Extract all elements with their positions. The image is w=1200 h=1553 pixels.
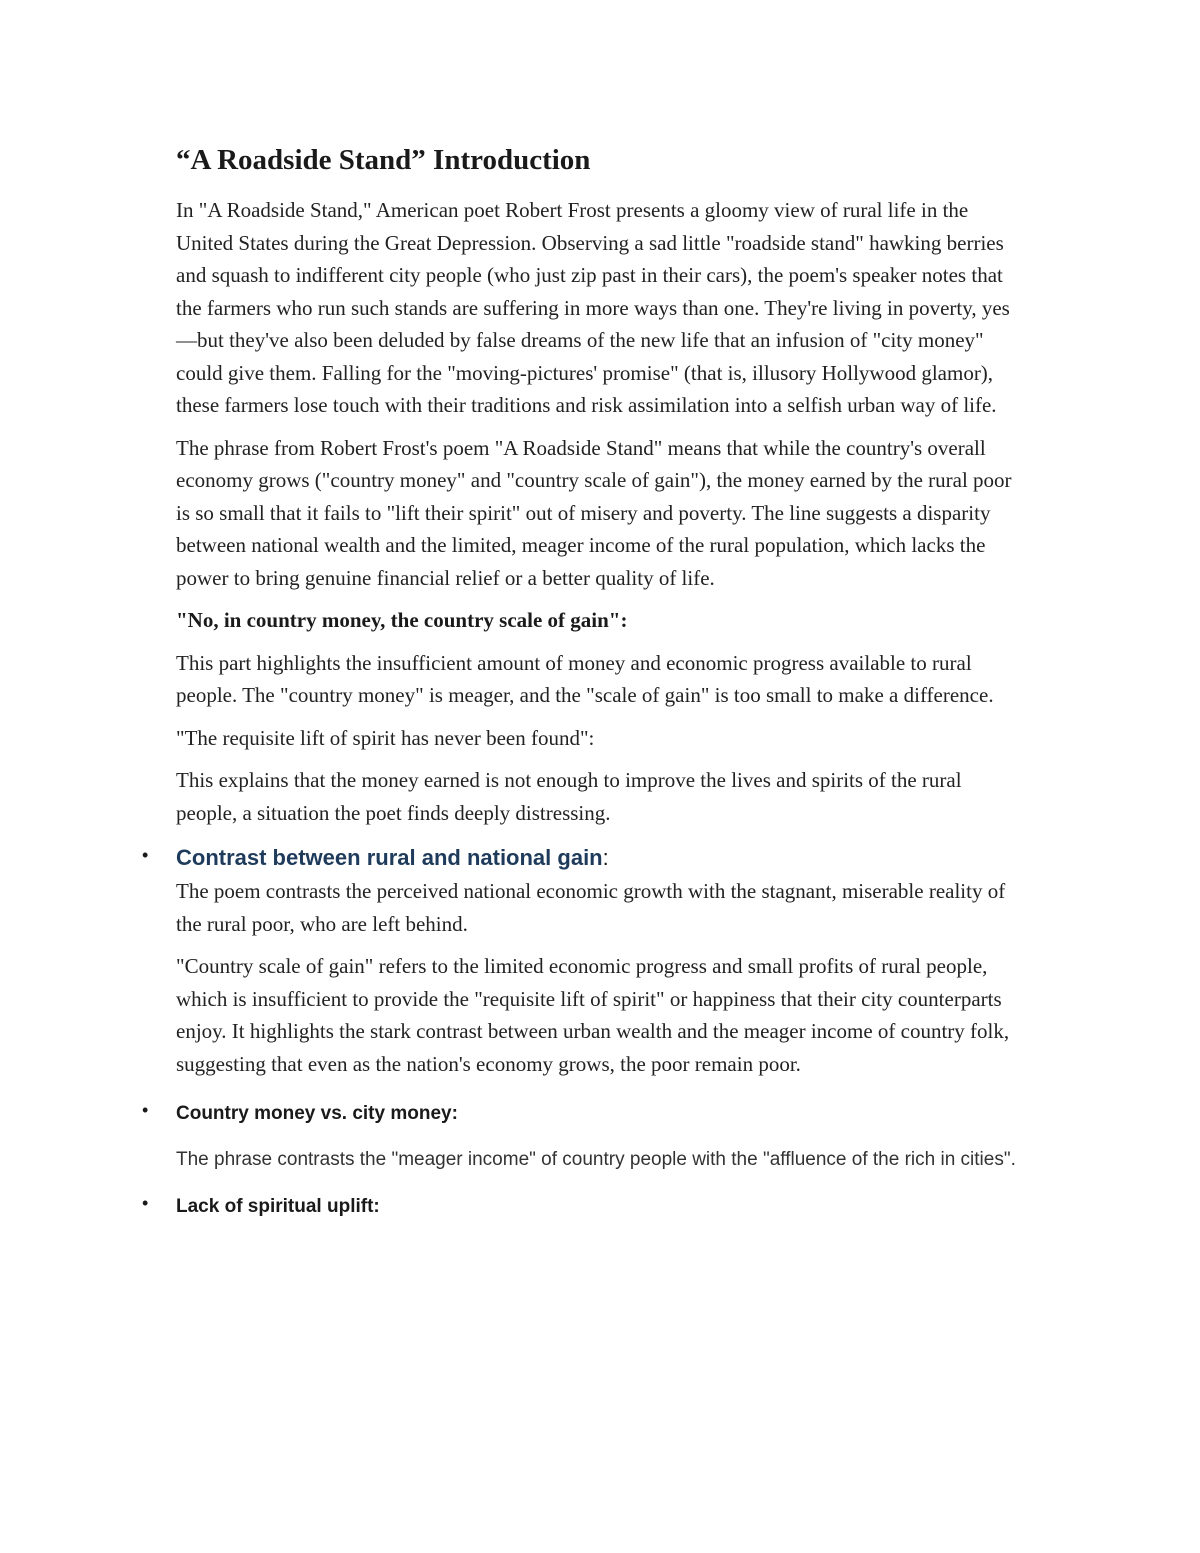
- bullet-heading-country-vs-city: Country money vs. city money:: [176, 1103, 458, 1124]
- phrase-meaning-paragraph: The phrase from Robert Frost's poem "A Roadside Stand" means that while the country's overall economy grows ("country money" and "country scale of gain"), the money earned by the rural poor is so small that it fails to "lift their spirit" out of misery and poverty. The line suggests a disparity between national wealth and the limited, meager income of the rural population, which lacks the power to bring genuine financial relief or a better quality of life.: [176, 435, 1012, 590]
- quote-explanation-country-money: This part highlights the insufficient amount of money and economic progress available to rural people. The "country money" is meager, and the "scale of gain" is too small to make a difference.: [176, 650, 994, 707]
- bullet-heading-contrast-colon: :: [602, 845, 609, 870]
- bullet-contrast-text-2: "Country scale of gain" refers to the limited economic progress and small profits of rural people, which is insufficient to provide the "requisite lift of spirit" or happiness that their city counterparts enjoy. It highlights the stark contrast between urban wealth and the meager income of country folk, suggesting that even as the nation's economy grows, the poor remain poor.: [176, 954, 1010, 1076]
- bullet-item-country-vs-city: [142, 1100, 1026, 1175]
- quote-heading-lift-of-spirit: "The requisite lift of spirit has never been found":: [176, 725, 595, 750]
- bullet-country-vs-city-text: The phrase contrasts the "meager income" of country people with the "affluence of the rich in cities".: [176, 1149, 1016, 1170]
- bullet-dot-icon: •: [142, 845, 149, 865]
- intro-paragraph: In "A Roadside Stand," American poet Robert Frost presents a gloomy view of rural life in the United States during the Great Depression. Observing a sad little "roadside stand" hawking berries and squash to indifferent city people (who just zip past in their cars), the poem's speaker notes that the farmers who run such stands are suffering in more ways than one. They're living in poverty, yes—but they've also been deluded by false dreams of the new life that an infusion of "city money" could give them. Falling for the "moving-pictures' promise" (that is, illusory Hollywood glamor), these farmers lose touch with their traditions and risk assimilation into a selfish urban way of life.: [176, 198, 1010, 417]
- bullet-heading-spiritual-uplift: Lack of spiritual uplift:: [176, 1196, 380, 1217]
- bullet-item-contrast: [142, 843, 1026, 1080]
- bullet-dot-icon: •: [142, 1193, 149, 1213]
- bullet-heading-contrast: [176, 843, 1026, 873]
- bullet-heading-contrast-text: Contrast between rural and national gain: [176, 845, 603, 870]
- quote-explanation-lift-of-spirit: This explains that the money earned is not enough to improve the lives and spirits of the rural people, a situation the poet finds deeply distressing.: [176, 768, 962, 825]
- document-page: [142, 140, 1026, 1221]
- bullet-item-spiritual-uplift: [142, 1193, 1026, 1221]
- quote-heading-country-money: "No, in country money, the country scale of gain":: [176, 608, 628, 632]
- bullet-dot-icon: •: [142, 1100, 149, 1120]
- document-title: “A Roadside Stand” Introduction: [176, 144, 591, 176]
- bullet-contrast-text-1: The poem contrasts the perceived national economic growth with the stagnant, miserable reality of the rural poor, who are left behind.: [176, 879, 1006, 936]
